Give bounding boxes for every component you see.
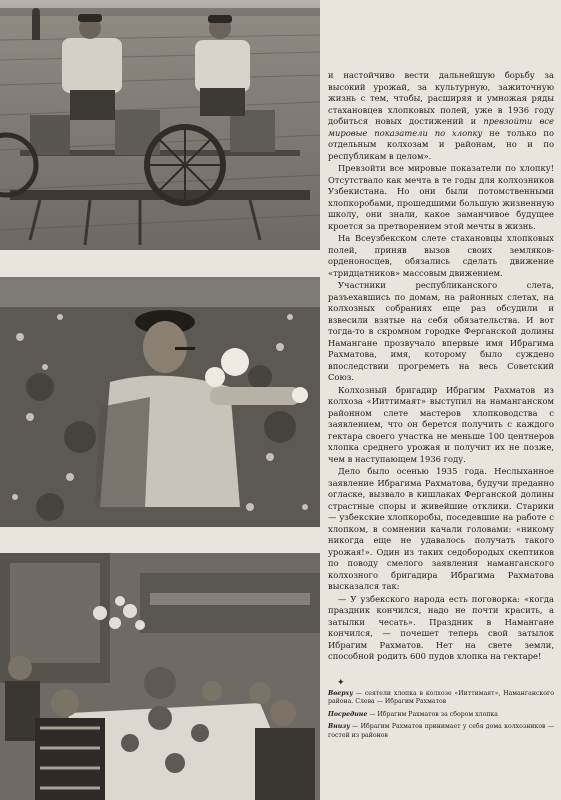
photo-captions xyxy=(328,690,554,744)
article-paragraph-6: Дело было осенью 1935 года. Неслыханное заявление Ибрагима Рахматова, будучи преданно огласке, вызвало в кишлаках Ферганской долины страстные споры и живейшие отклики. Старики — узбекские хлопкоробы, поседевшие на работе с хлопком, в сомнении качали головами: «никому никогда еще не удавалось получать такого урожая!». Один из таких седобородых скептиков по поводу смелого заявления наманганского колхозного бригадира Ибрагима Рахматова высказался так: xyxy=(328,466,554,591)
article-paragraph-2: Превзойти все мировые показатели по хлопку! Отсутствало как мечта в те годы для колхозников Узбекистана. Но они были потомственными хлопкоробами, прошедшими большую жизненную школу, они знали, какое заманчивое будущее кроется за претворением этой мечты в жизнь. xyxy=(328,163,554,231)
article-paragraph-4: Участники республиканского слета, разъехавшись по домам, на районных слетах, на колхозных собраниях еще раз обсудили и взвесили взятые на себя обязательства. И вот тогда-то в скромном городке Ферганской долины Намангане прозвучало впервые имя Ибрагима Рахматова, имя, которому было суждено впоследствии прогреметь на весь Советский Союз. xyxy=(328,280,554,382)
photo-home-feast xyxy=(0,553,320,800)
caption-bottom: Внизу — Ибрагим Рахматов принимает у себя дома колхозников — гостей из районов xyxy=(328,723,554,739)
article-paragraph-3: На Всеузбекском слете стахановцы хлопковых полей, приняв вызов своих земляков-орденоносцев, обязались сделать движение «тридцатников» массовым движением. xyxy=(328,233,554,278)
section-ornament: ✦ xyxy=(337,678,345,688)
caption-middle: Посредине — Ибрагим Рахматов за сбором хлопка xyxy=(328,710,498,718)
article-paragraph-1: и настойчиво вести дальнейшую борьбу за высокий урожай, за культурную, зажиточную жизнь с тем, чтобы, расширяя и умножая ряды стахановцев хлопковых полей, уже в 1936 году добиться новых достижений и превзойти все мировые показатели по хлопку не только по отдельным колхозам и районам, но и по республикам в целом». xyxy=(328,70,554,161)
photo-cotton-sowers xyxy=(0,0,320,250)
article-paragraph-5: Колхозный бригадир Ибрагим Рахматов из колхоза «Ииттимаят» выступил на наманганском районном слете мастеров хлопководства с заявлением, что он берется получить с каждого гектара своего участка не меньше 100 центнеров хлопка среднего урожая и получит их не позже, чем в наступающем 1936 году. xyxy=(328,384,554,464)
caption-top: Вверху — сеятели хлопка в колхозе «Ииттимаят», Наманганского района. Слева — Ибрагим Рахматов xyxy=(328,690,554,706)
photo-cotton-picking xyxy=(0,277,320,527)
article-column xyxy=(328,70,554,664)
article-paragraph-7: — У узбекского народа есть поговорка: «когда праздник кончился, надо не почти красить, а затылки чесать». Праздник в Намангане кончился, — почешет теперь свой затылок Ибрагим Рахматов. Нет на свете земли, способной родить 600 пудов хлопка на гектаре! xyxy=(328,593,554,661)
